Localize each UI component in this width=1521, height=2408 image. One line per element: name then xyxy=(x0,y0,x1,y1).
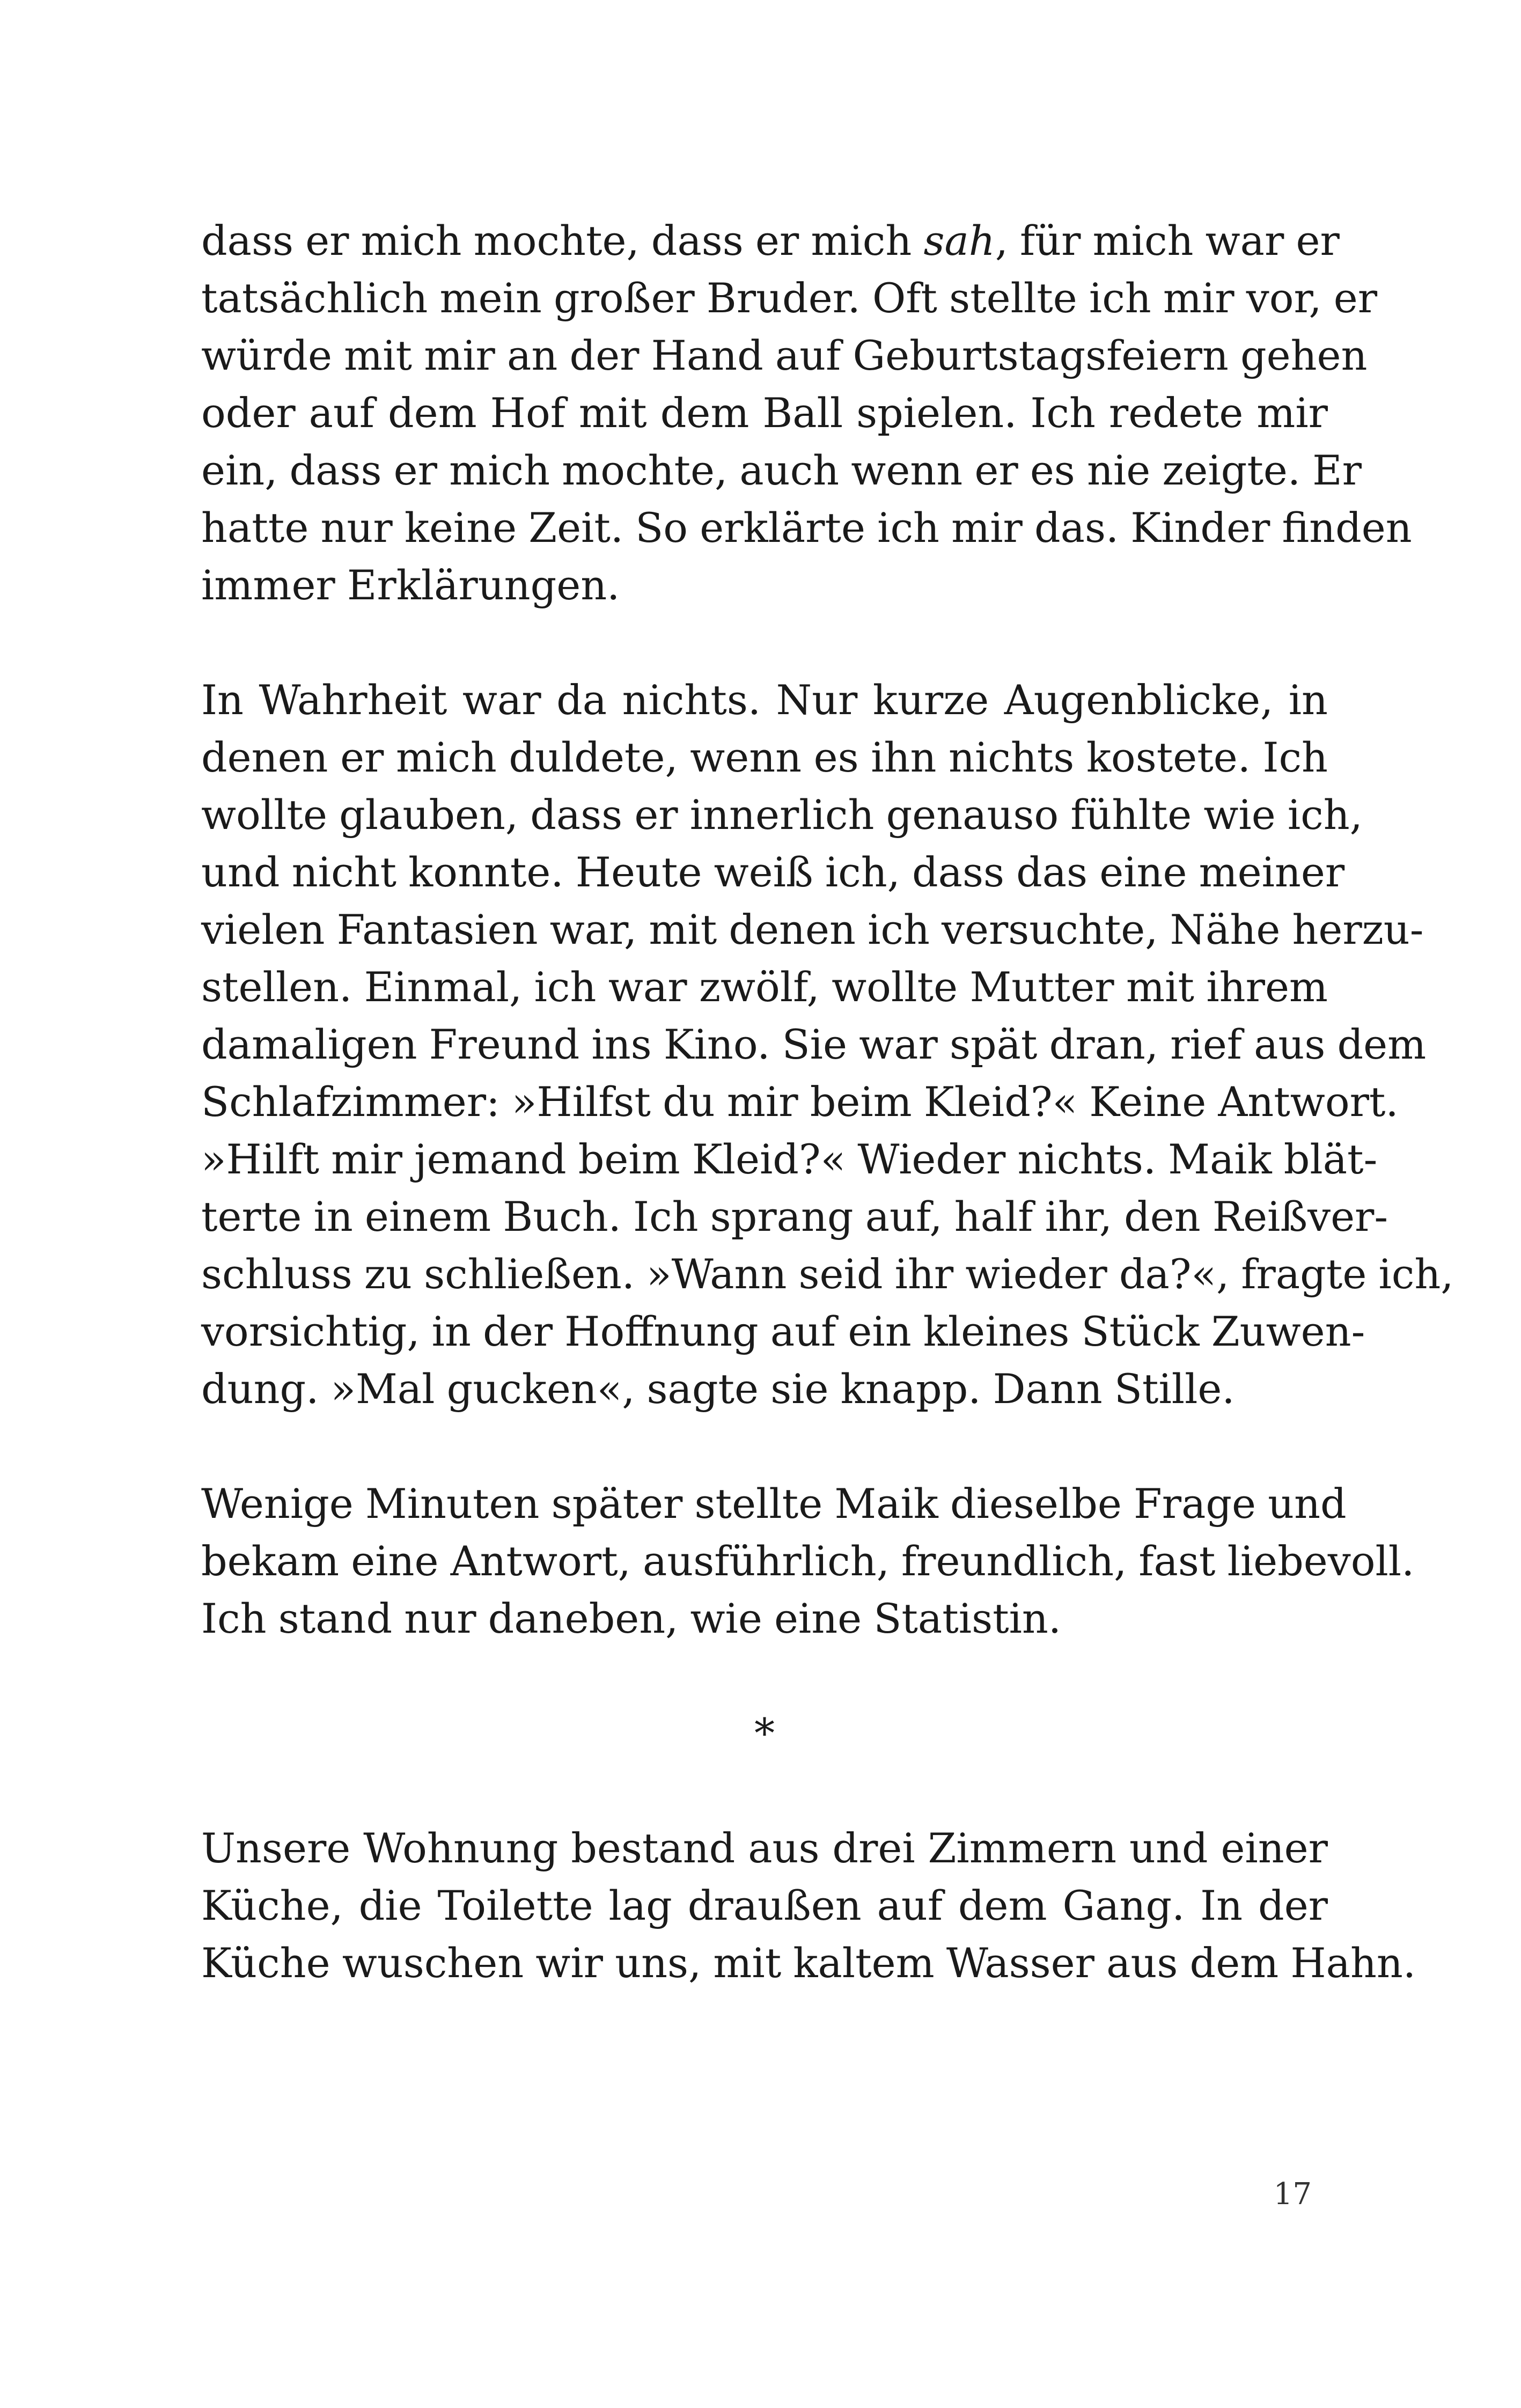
emphasis-text: sah xyxy=(923,217,995,265)
text-line: ein, dass er mich mochte, auch wenn er es nie zeigte. Er xyxy=(201,446,1362,494)
text-line: denen er mich duldete, wenn es ihn nichts kostete. Ich xyxy=(201,733,1328,781)
text-line: und nicht konnte. Heute weiß ich, dass das eine meiner xyxy=(201,848,1345,896)
text-line: vielen Fantasien war, mit denen ich versuchte, Nähe herzu- xyxy=(201,906,1424,953)
text-line: Ich stand nur daneben, wie eine Statistin. xyxy=(201,1595,1062,1642)
text-line: In Wahrheit war da nichts. Nur kurze Augenblicke, in xyxy=(201,676,1328,724)
section-separator xyxy=(201,1647,1328,1819)
text-line: »Hilft mir jemand beim Kleid?« Wieder nichts. Maik blät- xyxy=(201,1135,1378,1183)
text-line: Schlafzimmer: »Hilfst du mir beim Kleid?« Keine Antwort. xyxy=(201,1078,1399,1126)
text-line: Küche wuschen wir uns, mit kaltem Wasser aus dem Hahn. xyxy=(201,1939,1416,1987)
text-segment: dass er mich mochte, dass er mich xyxy=(201,217,924,265)
text-line: dung. »Mal gucken«, sagte sie knapp. Dann Stille. xyxy=(201,1365,1235,1413)
paragraph-1 xyxy=(201,212,1412,614)
text-line: Unsere Wohnung bestand aus drei Zimmern und einer xyxy=(201,1824,1328,1872)
asterisk-mark: * xyxy=(754,1709,775,1757)
paragraph-gap xyxy=(201,614,1328,671)
text-line: oder auf dem Hof mit dem Ball spielen. Ich redete mir xyxy=(201,389,1328,437)
text-line: Küche, die Toilette lag draußen auf dem Gang. In der xyxy=(201,1882,1328,1929)
page-number: 17 xyxy=(1273,2177,1312,2212)
text-line: damaligen Freund ins Kino. Sie war spät dran, rief aus dem xyxy=(201,1021,1427,1068)
text-line xyxy=(201,212,1340,269)
paragraph-3 xyxy=(201,1475,1415,1647)
text-line: stellen. Einmal, ich war zwölf, wollte Mutter mit ihrem xyxy=(201,963,1328,1011)
text-line: würde mit mir an der Hand auf Geburtstagsfeiern gehen xyxy=(201,332,1368,379)
body-text xyxy=(201,212,1454,1992)
text-line: Wenige Minuten später stellte Maik dieselbe Frage und xyxy=(201,1480,1347,1528)
text-line: immer Erklärungen. xyxy=(201,561,620,609)
text-line: terte in einem Buch. Ich sprang auf, half ihr, den Reißver- xyxy=(201,1193,1388,1240)
text-line: bekam eine Antwort, ausführlich, freundlich, fast liebevoll. xyxy=(201,1537,1415,1585)
paragraph-4 xyxy=(201,1819,1416,1992)
text-line: tatsächlich mein großer Bruder. Oft stellte ich mir vor, er xyxy=(201,274,1378,322)
paragraph-2 xyxy=(201,671,1454,1418)
paragraph-gap xyxy=(201,1418,1328,1475)
text-line: wollte glauben, dass er innerlich genauso fühlte wie ich, xyxy=(201,791,1363,839)
text-segment: , für mich war er xyxy=(995,217,1340,265)
text-line: vorsichtig, in der Hoffnung auf ein kleines Stück Zuwen- xyxy=(201,1308,1365,1355)
text-line: hatte nur keine Zeit. So erklärte ich mir das. Kinder finden xyxy=(201,504,1412,552)
text-line: schluss zu schließen. »Wann seid ihr wieder da?«, fragte ich, xyxy=(201,1250,1454,1298)
